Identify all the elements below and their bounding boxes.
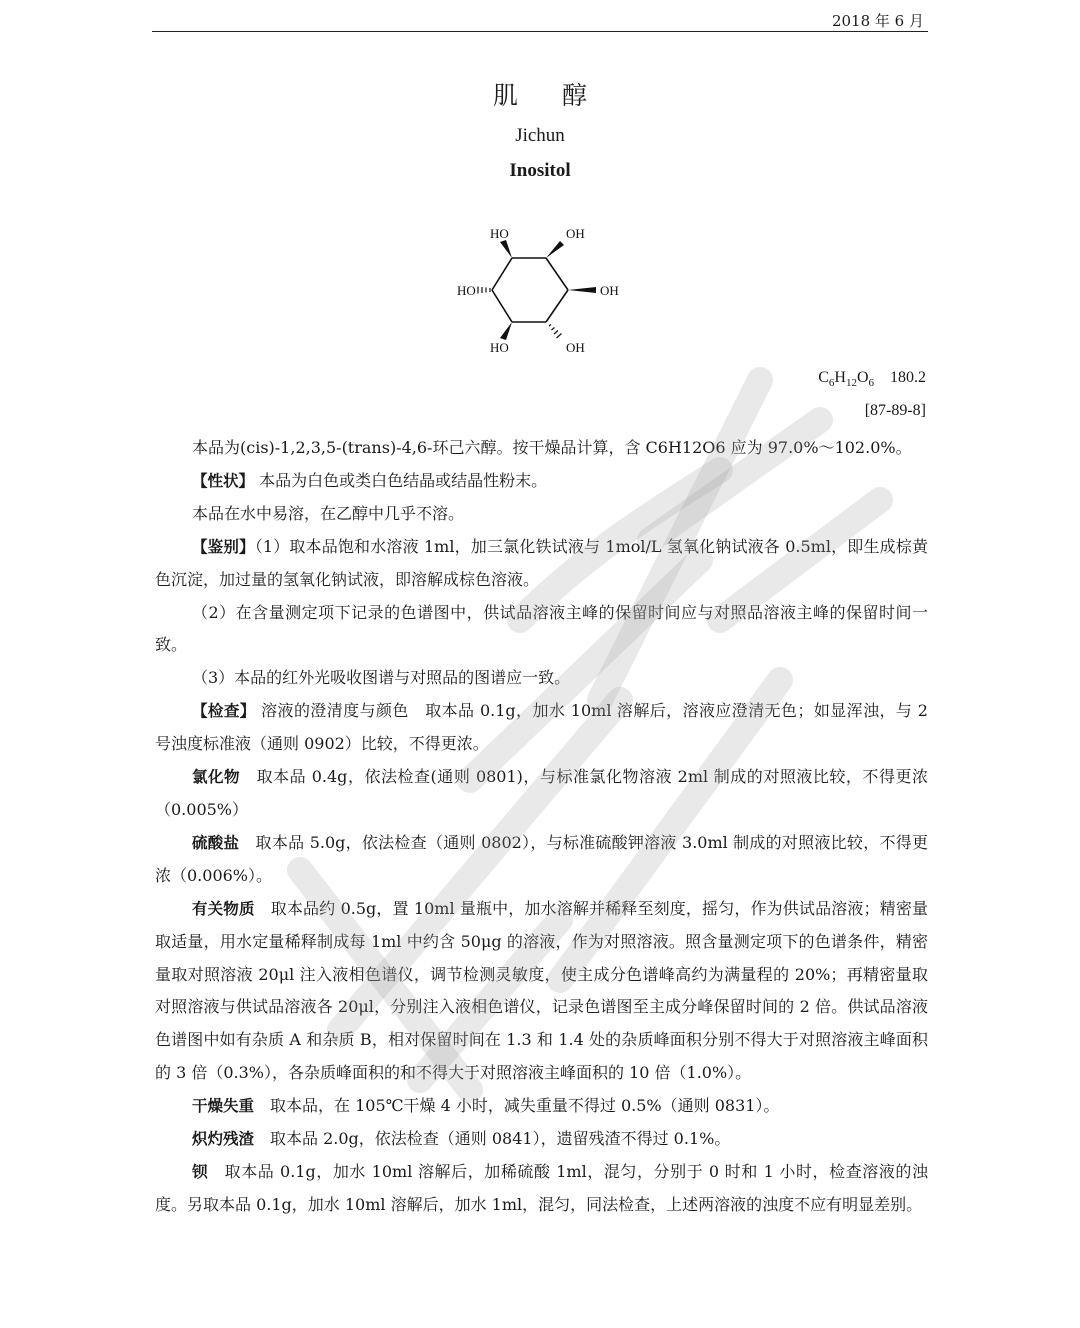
- structural-formula: [450, 222, 630, 358]
- subheading-related-substances: 有关物质: [192, 899, 255, 918]
- section-heading-tests: 【检查】: [192, 702, 256, 721]
- cas-number: [87-89-8]: [864, 402, 926, 419]
- title-chinese: 肌醇: [492, 81, 631, 110]
- title-english: Inositol: [509, 160, 571, 181]
- subheading-sulfate: 硫酸盐: [192, 833, 240, 852]
- molecular-formula: $C_6H_{12}O_6$ 180.2: [818, 369, 926, 390]
- structure-label-ho-left: HO: [457, 283, 476, 298]
- solubility-paragraph: 本品在水中易溶，在乙醇中几乎不溶。: [192, 503, 465, 523]
- subheading-residue-on-ignition: 炽灼残渣: [192, 1130, 255, 1149]
- section-identification: 【鉴别】（1）取本品饱和水溶液 1ml，加三氯化铁试液与 1mol/L 氢氧化钠试液各 0.5ml，即生成棕黄色沉淀，加过量的氢氧化钠试液，即溶解成棕色溶液。: [155, 536, 928, 589]
- structure-label-oh-top-right: OH: [566, 226, 585, 241]
- section-description: 【性状】 本品为白色或类白色结晶或结晶性粉末。: [192, 470, 548, 490]
- subheading-chloride: 氯化物: [192, 768, 241, 787]
- section-heading-identification: 【鉴别】: [192, 537, 255, 556]
- test-related-substances: 有关物质 取本品约 0.5g，置 10ml 量瓶中，加水溶解并稀释至刻度，摇匀，作为供试品溶液；精密量取适量，用水定量稀释制成每 1ml 中约含 50μg 的溶液，作为对照溶液。照含量测定项下的色谱条件，精密量取对照溶液 20μl 注入液相色谱仪，调节检测灵敏度，使主成分色谱峰高约为满量程的 20%；再精密量取对照溶液与供试品溶液各 20μl，分别注入液相色谱仪，记录色谱图至主成分峰保留时间的 2 倍。供试品溶液色谱图中如有杂质 A 和杂质 B，相对保留时间在 1.3 和 1.4 处的杂质峰面积分别不得大于对照溶液主峰面积的 3 倍（0.3%），各杂质峰面积的和不得大于对照溶液主峰面积的 10 倍（1.0%）。: [155, 898, 928, 1083]
- header-date: 2018 年 6 月: [831, 12, 924, 30]
- structure-label-oh-bottom-right: OH: [566, 340, 585, 355]
- test-loss-on-drying: 干燥失重 取本品，在 105℃干燥 4 小时，减失重量不得过 0.5%（通则 0831）。: [192, 1096, 780, 1116]
- test-chloride: 氯化物 取本品 0.4g，依法检查(通则 0801)，与标准氯化物溶液 2ml 制成的对照液比较，不得更浓（0.005%）: [155, 767, 928, 819]
- intro-formula: C6H12O6: [645, 438, 726, 457]
- section-tests: 【检查】 溶液的澄清度与颜色 取本品 0.1g，加水 10ml 溶解后，溶液应澄清无色；如显浑浊，与 2 号浊度标准液（通则 0902）比较，不得更浓。: [155, 701, 928, 754]
- subheading-barium: 钡: [192, 1162, 209, 1181]
- header-rule: [152, 31, 928, 32]
- monograph-body: [155, 432, 928, 1222]
- molecular-weight: 180.2: [890, 369, 926, 386]
- structure-label-ho-bottom-left: HO: [490, 340, 509, 355]
- structure-label-oh-right: OH: [600, 283, 619, 298]
- title-pinyin: Jichun: [515, 125, 565, 146]
- intro-paragraph: 本品为(cis)-1,2,3,5-(trans)-4,6-环己六醇。按干燥品计算，含 C6H12O6 应为 97.0%～102.0%。: [192, 438, 912, 457]
- identification-2: （2）在含量测定项下记录的色谱图中，供试品溶液主峰的保留时间应与对照品溶液主峰的保留时间一致。: [155, 602, 928, 655]
- section-heading-description: 【性状】: [192, 471, 255, 490]
- identification-3: （3）本品的红外光吸收图谱与对照品的图谱应一致。: [192, 668, 571, 688]
- test-sulfate: 硫酸盐 取本品 5.0g，依法检查（通则 0802），与标准硫酸钾溶液 3.0ml 制成的对照液比较，不得更浓（0.006%）。: [155, 832, 928, 885]
- structure-label-ho-top-left: HO: [490, 226, 509, 241]
- subheading-loss-on-drying: 干燥失重: [192, 1097, 255, 1116]
- test-barium: 钡 取本品 0.1g，加水 10ml 溶解后，加稀硫酸 1ml，混匀，分别于 0 时和 1 小时，检查溶液的浊度。另取本品 0.1g，加水 10ml 溶解后，加水 1ml，混匀，同法检查，上述两溶液的浊度不应有明显差别。: [155, 1161, 928, 1214]
- test-residue-on-ignition: 炽灼残渣 取本品 2.0g，依法检查（通则 0841），遗留残渣不得过 0.1%。: [192, 1129, 731, 1149]
